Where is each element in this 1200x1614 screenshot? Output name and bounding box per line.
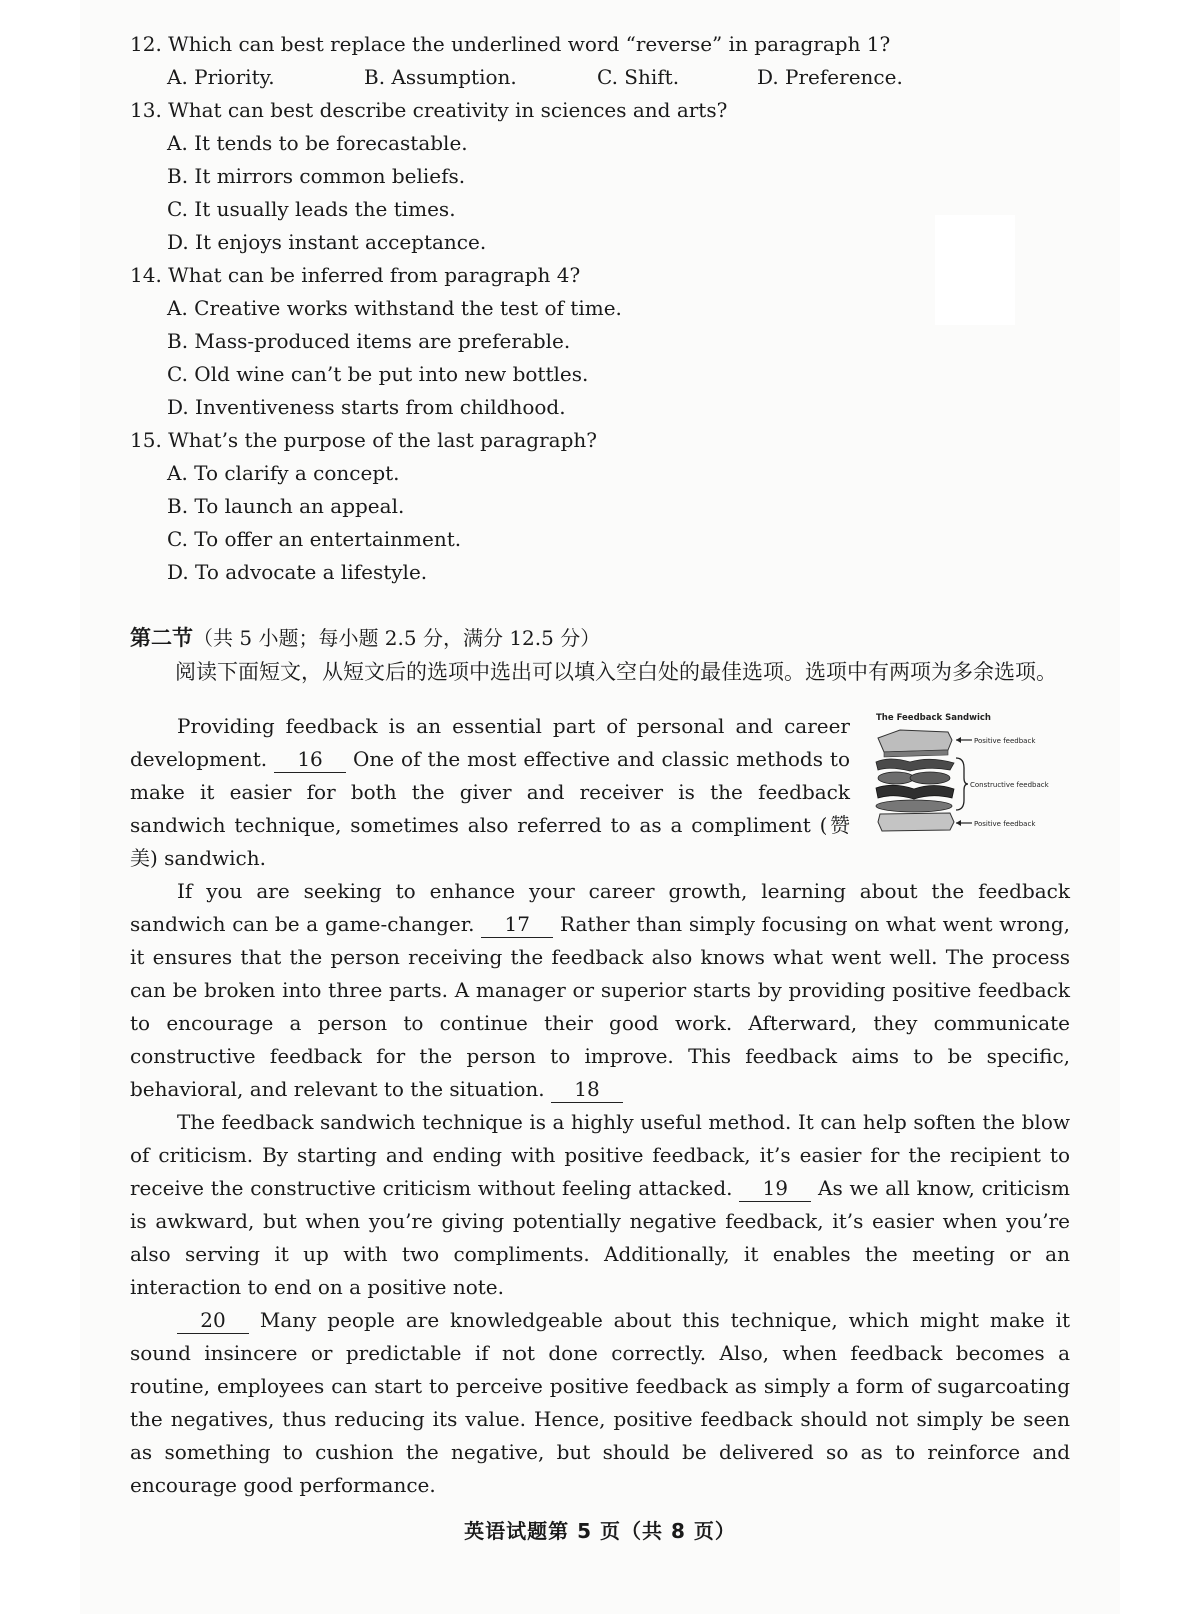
paragraph-text: Rather than simply focusing on what went wrong, it ensures that the person receiving the feedback also knows what went well. The process can be broken into three parts. A manager or superior starts by providing positive feedback to encourage a person to continue their good work. Afterward, they communicate constructive feedback for the person to improve. This feedback aims to be specific, behavioral, and relevant to the situation. (130, 912, 1071, 1101)
option-c: C. To offer an entertainment. (167, 527, 462, 551)
exam-content (130, 28, 1070, 1502)
paragraph-text: As we all know, criticism is awkward, but when you’re giving potentially negative feedback, it’s easier when you’re also serving it up with two compliments. Additionally, it enables the meeting or an interaction to end on a positive note. (130, 1176, 1071, 1299)
top-bread-shape (878, 730, 952, 752)
option-c: C. Old wine can’t be put into new bottles. (167, 362, 589, 386)
option-a: A. It tends to be forecastable. (167, 131, 468, 155)
option-d: D. Inventiveness starts from childhood. (167, 395, 566, 419)
tomato-slice-shape (878, 772, 914, 784)
paragraph-4 (130, 1304, 1070, 1502)
question-stem: 13. What can best describe creativity in sciences and arts? (130, 98, 728, 122)
option-b: B. It mirrors common beliefs. (167, 164, 466, 188)
page-margin-right (1120, 0, 1200, 1614)
section-title: 第二节 (130, 626, 193, 650)
tomato-slice-shape (910, 772, 950, 784)
paragraph-text: One of the most effective and classic methods to make it easier for both the giver and receiver is the feedback sandwich technique, sometimes also referred to as a compliment (赞美) sandwich. (130, 747, 850, 870)
option-a: A. Creative works withstand the test of time. (167, 296, 622, 320)
option-d: D. To advocate a lifestyle. (167, 560, 428, 584)
option-b: B. Assumption. (364, 65, 517, 89)
paragraph-text: Providing feedback is an essential part of personal and career development. (130, 714, 850, 771)
paragraph-text: The feedback sandwich technique is a highly useful method. It can help soften the blow of criticism. By starting and ending with positive feedback, it’s easier for the recipient to receive the constructive criticism without feeling attacked. (130, 1110, 1070, 1200)
page-footer: 英语试题第 5 页（共 8 页） (464, 1519, 736, 1543)
section-instruction: 阅读下面短文，从短文后的选项中选出可以填入空白处的最佳选项。选项中有两项为多余选项。 (175, 660, 1057, 684)
arrow-head (956, 820, 961, 826)
paragraph-3 (130, 1106, 1070, 1304)
label-bottom-positive: Positive feedback (974, 820, 1036, 828)
label-top-positive: Positive feedback (974, 737, 1036, 745)
figure-title: The Feedback Sandwich (876, 713, 991, 723)
sandwich-illustration (870, 710, 1070, 850)
option-a: A. Priority. (167, 65, 275, 89)
question-12 (130, 28, 1070, 94)
option-d: D. Preference. (757, 65, 903, 89)
label-constructive: Constructive feedback (970, 781, 1049, 789)
blank-20: 20 (177, 1307, 249, 1334)
option-row (130, 61, 1070, 94)
page-margin-left (0, 0, 80, 1614)
paragraph-text: Many people are knowledgeable about this technique, which might make it sound insincere or predictable if not done correctly. Also, when feedback becomes a routine, employees can start to perceive positive feedback as simply a form of sugarcoating the negatives, thus reducing its value. Hence, positive feedback should not simply be seen as something to cushion the negative, but should be delivered so as to reinforce and encourage good performance. (130, 1308, 1070, 1497)
brace-shape (956, 758, 968, 810)
question-stem: 12. Which can best replace the underlined word “reverse” in paragraph 1? (130, 32, 891, 56)
bottom-bread-shape (878, 813, 954, 831)
question-stem: 14. What can be inferred from paragraph 4? (130, 263, 581, 287)
question-stem: 15. What’s the purpose of the last paragraph? (130, 428, 597, 452)
option-b: B. Mass-produced items are preferable. (167, 329, 571, 353)
blank-16: 16 (274, 746, 346, 773)
option-b: B. To launch an appeal. (167, 494, 405, 518)
reading-passage (130, 710, 1070, 1502)
question-13 (130, 94, 1070, 259)
question-15 (130, 424, 1070, 589)
feedback-sandwich-figure (870, 710, 1070, 850)
question-14 (130, 259, 1070, 424)
cheese-layer-shape (876, 800, 952, 812)
lettuce-layer-shape (876, 759, 954, 771)
blank-17: 17 (481, 911, 553, 938)
blank-18: 18 (551, 1076, 623, 1103)
section-heading (130, 621, 1070, 655)
filling-layer-shape (876, 785, 954, 799)
option-a: A. To clarify a concept. (167, 461, 400, 485)
paragraph-2 (130, 875, 1070, 1106)
arrow-head (956, 737, 961, 743)
blank-19: 19 (739, 1175, 811, 1202)
paragraph-text: If you are seeking to enhance your career growth, learning about the feedback sandwich can be a game-changer. (130, 879, 1070, 936)
option-c: C. Shift. (597, 65, 680, 89)
option-d: D. It enjoys instant acceptance. (167, 230, 487, 254)
option-c: C. It usually leads the times. (167, 197, 456, 221)
section-subtitle: （共 5 小题；每小题 2.5 分，满分 12.5 分） (193, 626, 601, 650)
